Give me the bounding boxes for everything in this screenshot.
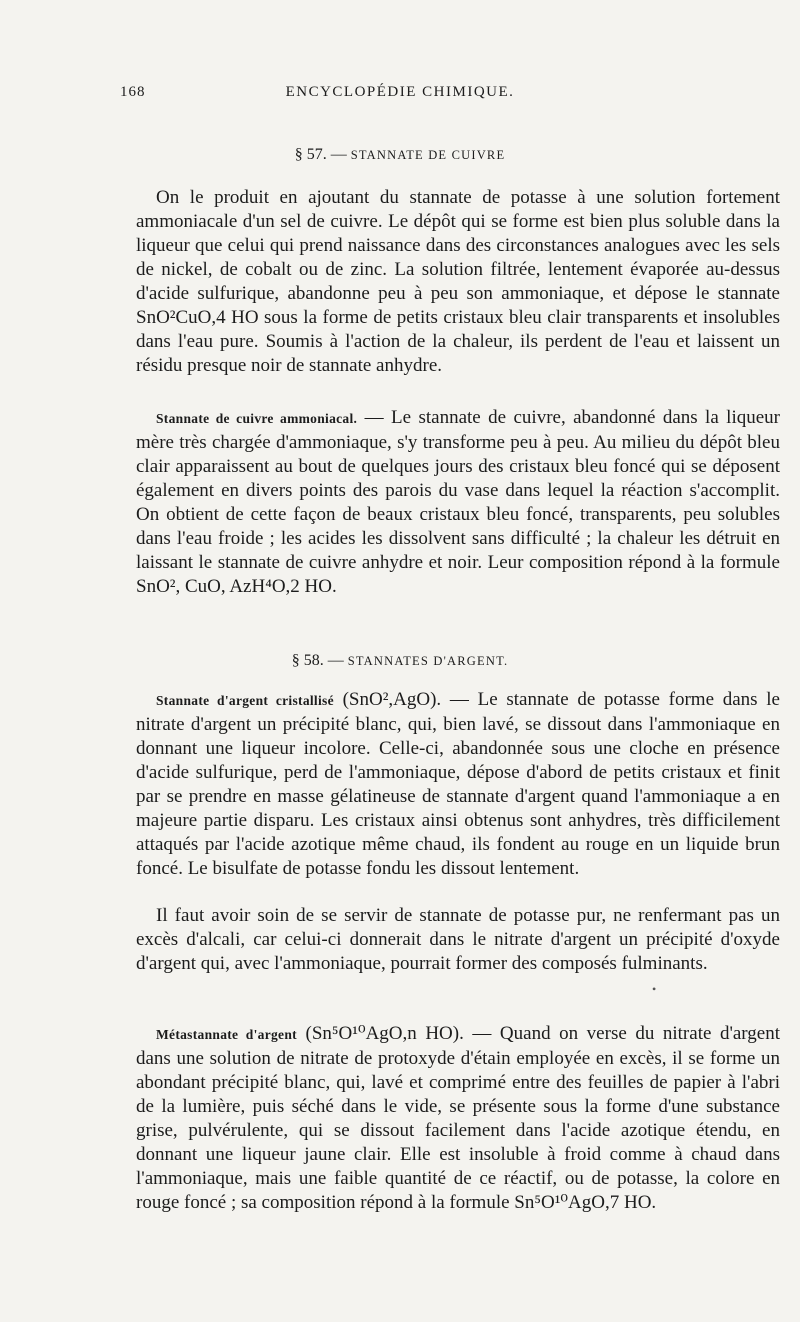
section-58-title: STANNATES D'ARGENT. [347,654,509,668]
paragraph-body: — Le stannate de cuivre, abandonné dans la liqueur mère très chargée d'ammoniaque, s'y transforme peu à peu. Au milieu du dépôt bleu clair apparaissent au bout de quelques jours des cristaux bleu foncé qui se déposent également en divers points des parois du vase dans lequel la réaction s'accomplit. On obtient de cette façon de beaux cristaux bleu foncé, transparents, peu solubles dans l'eau froide ; les acides les dissolvent sans difficulté ; la chaleur les détruit en laissant le stannate de cuivre anhydre et noir. Leur composition répond à la formule SnO², CuO, AzH⁴O,2 HO. [136,407,780,597]
paragraph-body: (SnO²,AgO). — Le stannate de potasse forme dans le nitrate d'argent un précipité blanc, qui, bien lavé, se dissout dans l'ammoniaque en donnant une liqueur incolore. Celle-ci, abandonnée sous une cloche en présence d'acide sulfurique, perd de l'ammoniaque, dépose d'abord de petits cristaux et finit par se prendre en masse gélatineuse de stannate d'argent quand l'ammoniaque a en majeure partie disparu. Les cristaux ainsi obtenus sont anhydres, très difficilement attaqués par l'acide azotique même chaud, ils fondent au rouge en un liquide brun foncé. Le bisulfate de potasse fondu les dissout lentement. [136,689,780,879]
stray-dot: • [652,982,657,996]
section-58-heading [0,652,800,670]
page-number: 168 [120,84,146,100]
paragraph-lead: Stannate d'argent cristallisé [156,693,334,708]
section-57-heading [0,146,800,164]
paragraph-lead: Stannate de cuivre ammoniacal. [156,411,358,426]
section-57-number: § 57. — [294,146,347,163]
paragraph-body: (Sn⁵O¹⁰AgO,n HO). — Quand on verse du nitrate d'argent dans une solution de nitrate de protoxyde d'étain employée en excès, il se forme un abondant précipité blanc, qui, lavé et comprimé entre des feuilles de papier à l'abri de la lumière, puis séché dans le vide, se présente sous la forme d'une substance grise, pulvérulente, qui se dissout facilement dans l'acide azotique étendu, en donnant une liqueur jaune clair. Elle est insoluble à froid comme à chaud dans l'ammoniaque, mais une faible quantité de ce réactif, ou de potasse, la colore en rouge foncé ; sa composition répond à la formule Sn⁵O¹⁰AgO,7 HO. [136,1023,781,1213]
running-title: ENCYCLOPÉDIE CHIMIQUE. [285,84,515,100]
section-57-paragraph-2 [136,406,780,599]
section-57-title: STANNATE DE CUIVRE [350,148,506,162]
section-58-paragraph-3 [136,1022,780,1215]
section-58-number: § 58. — [291,652,344,669]
section-58-paragraph-2: Il faut avoir soin de se servir de stannate de potasse pur, ne renfermant pas un excès d'alcali, car celui-ci donnerait dans le nitrate d'argent un précipité d'oxyde d'argent qui, avec l'ammoniaque, pourrait former des composés fulminants. [136,905,780,974]
section-58-paragraph-1 [136,688,780,881]
paragraph-lead: Métastannate d'argent [156,1027,297,1042]
section-57-paragraph-1: On le produit en ajoutant du stannate de potasse à une solution fortement ammoniacale d'un sel de cuivre. Le dépôt qui se forme est bien plus soluble dans la liqueur que celui qui prend naissance dans des circonstances analogues avec les sels de nickel, de cobalt ou de zinc. La solution filtrée, lentement évaporée au-dessus d'acide sulfurique, abandonne peu à peu son ammoniaque, et dépose le stannate SnO²CuO,4 HO sous la forme de petits cristaux bleu clair transparents et insolubles dans l'eau pure. Soumis à l'action de la chaleur, ils perdent de l'eau et laissent un résidu presque noir de stannate anhydre. [136,187,780,376]
